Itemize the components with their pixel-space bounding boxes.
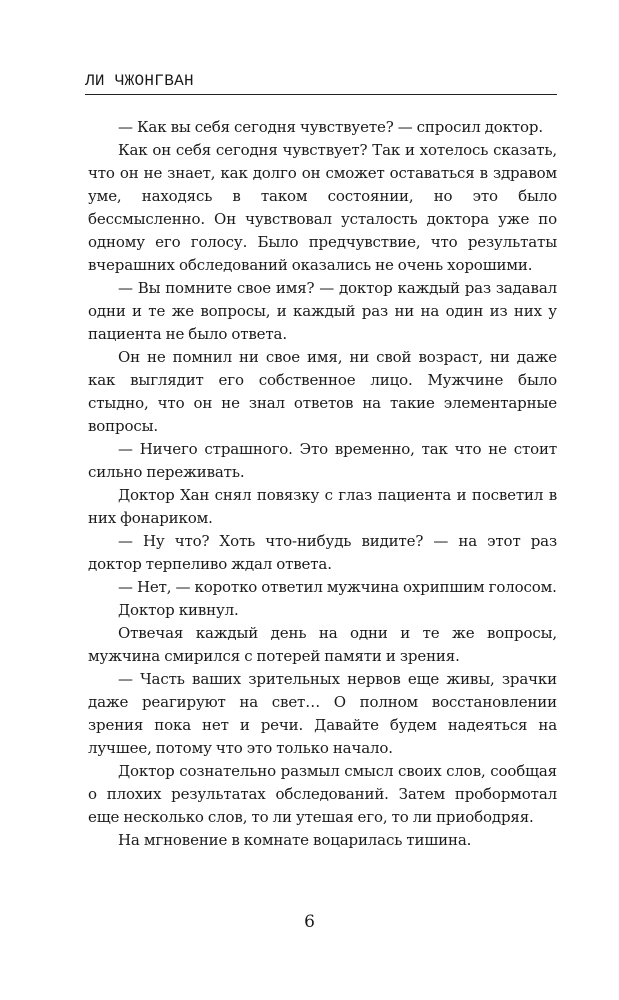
paragraph: — Ничего страшного. Это временно, так что не стоит сильно переживать.	[88, 440, 557, 481]
paragraph: На мгновение в комнате воцарилась тишина.	[118, 831, 472, 849]
paragraph: — Как вы себя сегодня чувствуете? — спросил доктор.	[118, 118, 543, 136]
running-header	[85, 72, 557, 95]
page-number: 6	[304, 912, 315, 932]
paragraph: Как он себя сегодня чувствует? Так и хотелось сказать, что он не знает, как долго он сможет оставаться в здравом уме, находясь в таком состоянии, но это было бессмысленно. Он чувствовал усталость доктора уже по одному его голосу. Было предчувствие, что результаты вчерашних обследований оказались не очень хорошими.	[88, 141, 557, 274]
paragraph: Доктор Хан снял повязку с глаз пациента и посветил в них фонариком.	[88, 486, 557, 527]
header-author: ЛИ ЧЖОНГВАН	[85, 72, 194, 90]
paragraph: — Часть ваших зрительных нервов еще живы, зрачки даже реагируют на свет… О полном восстановлении зрения пока нет и речи. Давайте будем надеяться на лучшее, потому что это только начало.	[88, 670, 557, 757]
paragraph: Отвечая каждый день на одни и те же вопросы, мужчина смирился с потерей памяти и зрения.	[88, 624, 557, 665]
paragraph: Доктор кивнул.	[118, 601, 239, 619]
paragraph: — Нет, — коротко ответил мужчина охрипшим голосом.	[118, 578, 557, 596]
paragraph: — Вы помните свое имя? — доктор каждый раз задавал одни и те же вопросы, и каждый раз ни на один из них у пациента не было ответа.	[88, 279, 557, 343]
paragraph: Он не помнил ни свое имя, ни свой возраст, ни даже как выглядит его собственное лицо. Мужчине было стыдно, что он не знал ответов на такие элементарные вопросы.	[88, 348, 557, 435]
paragraph: — Ну что? Хоть что-нибудь видите? — на этот раз доктор терпеливо ждал ответа.	[88, 532, 557, 573]
paragraph: Доктор сознательно размыл смысл своих слов, сообщая о плохих результатах обследований. Затем пробормотал еще несколько слов, то ли утешая его, то ли приободряя.	[88, 762, 557, 826]
page-body	[88, 116, 557, 852]
